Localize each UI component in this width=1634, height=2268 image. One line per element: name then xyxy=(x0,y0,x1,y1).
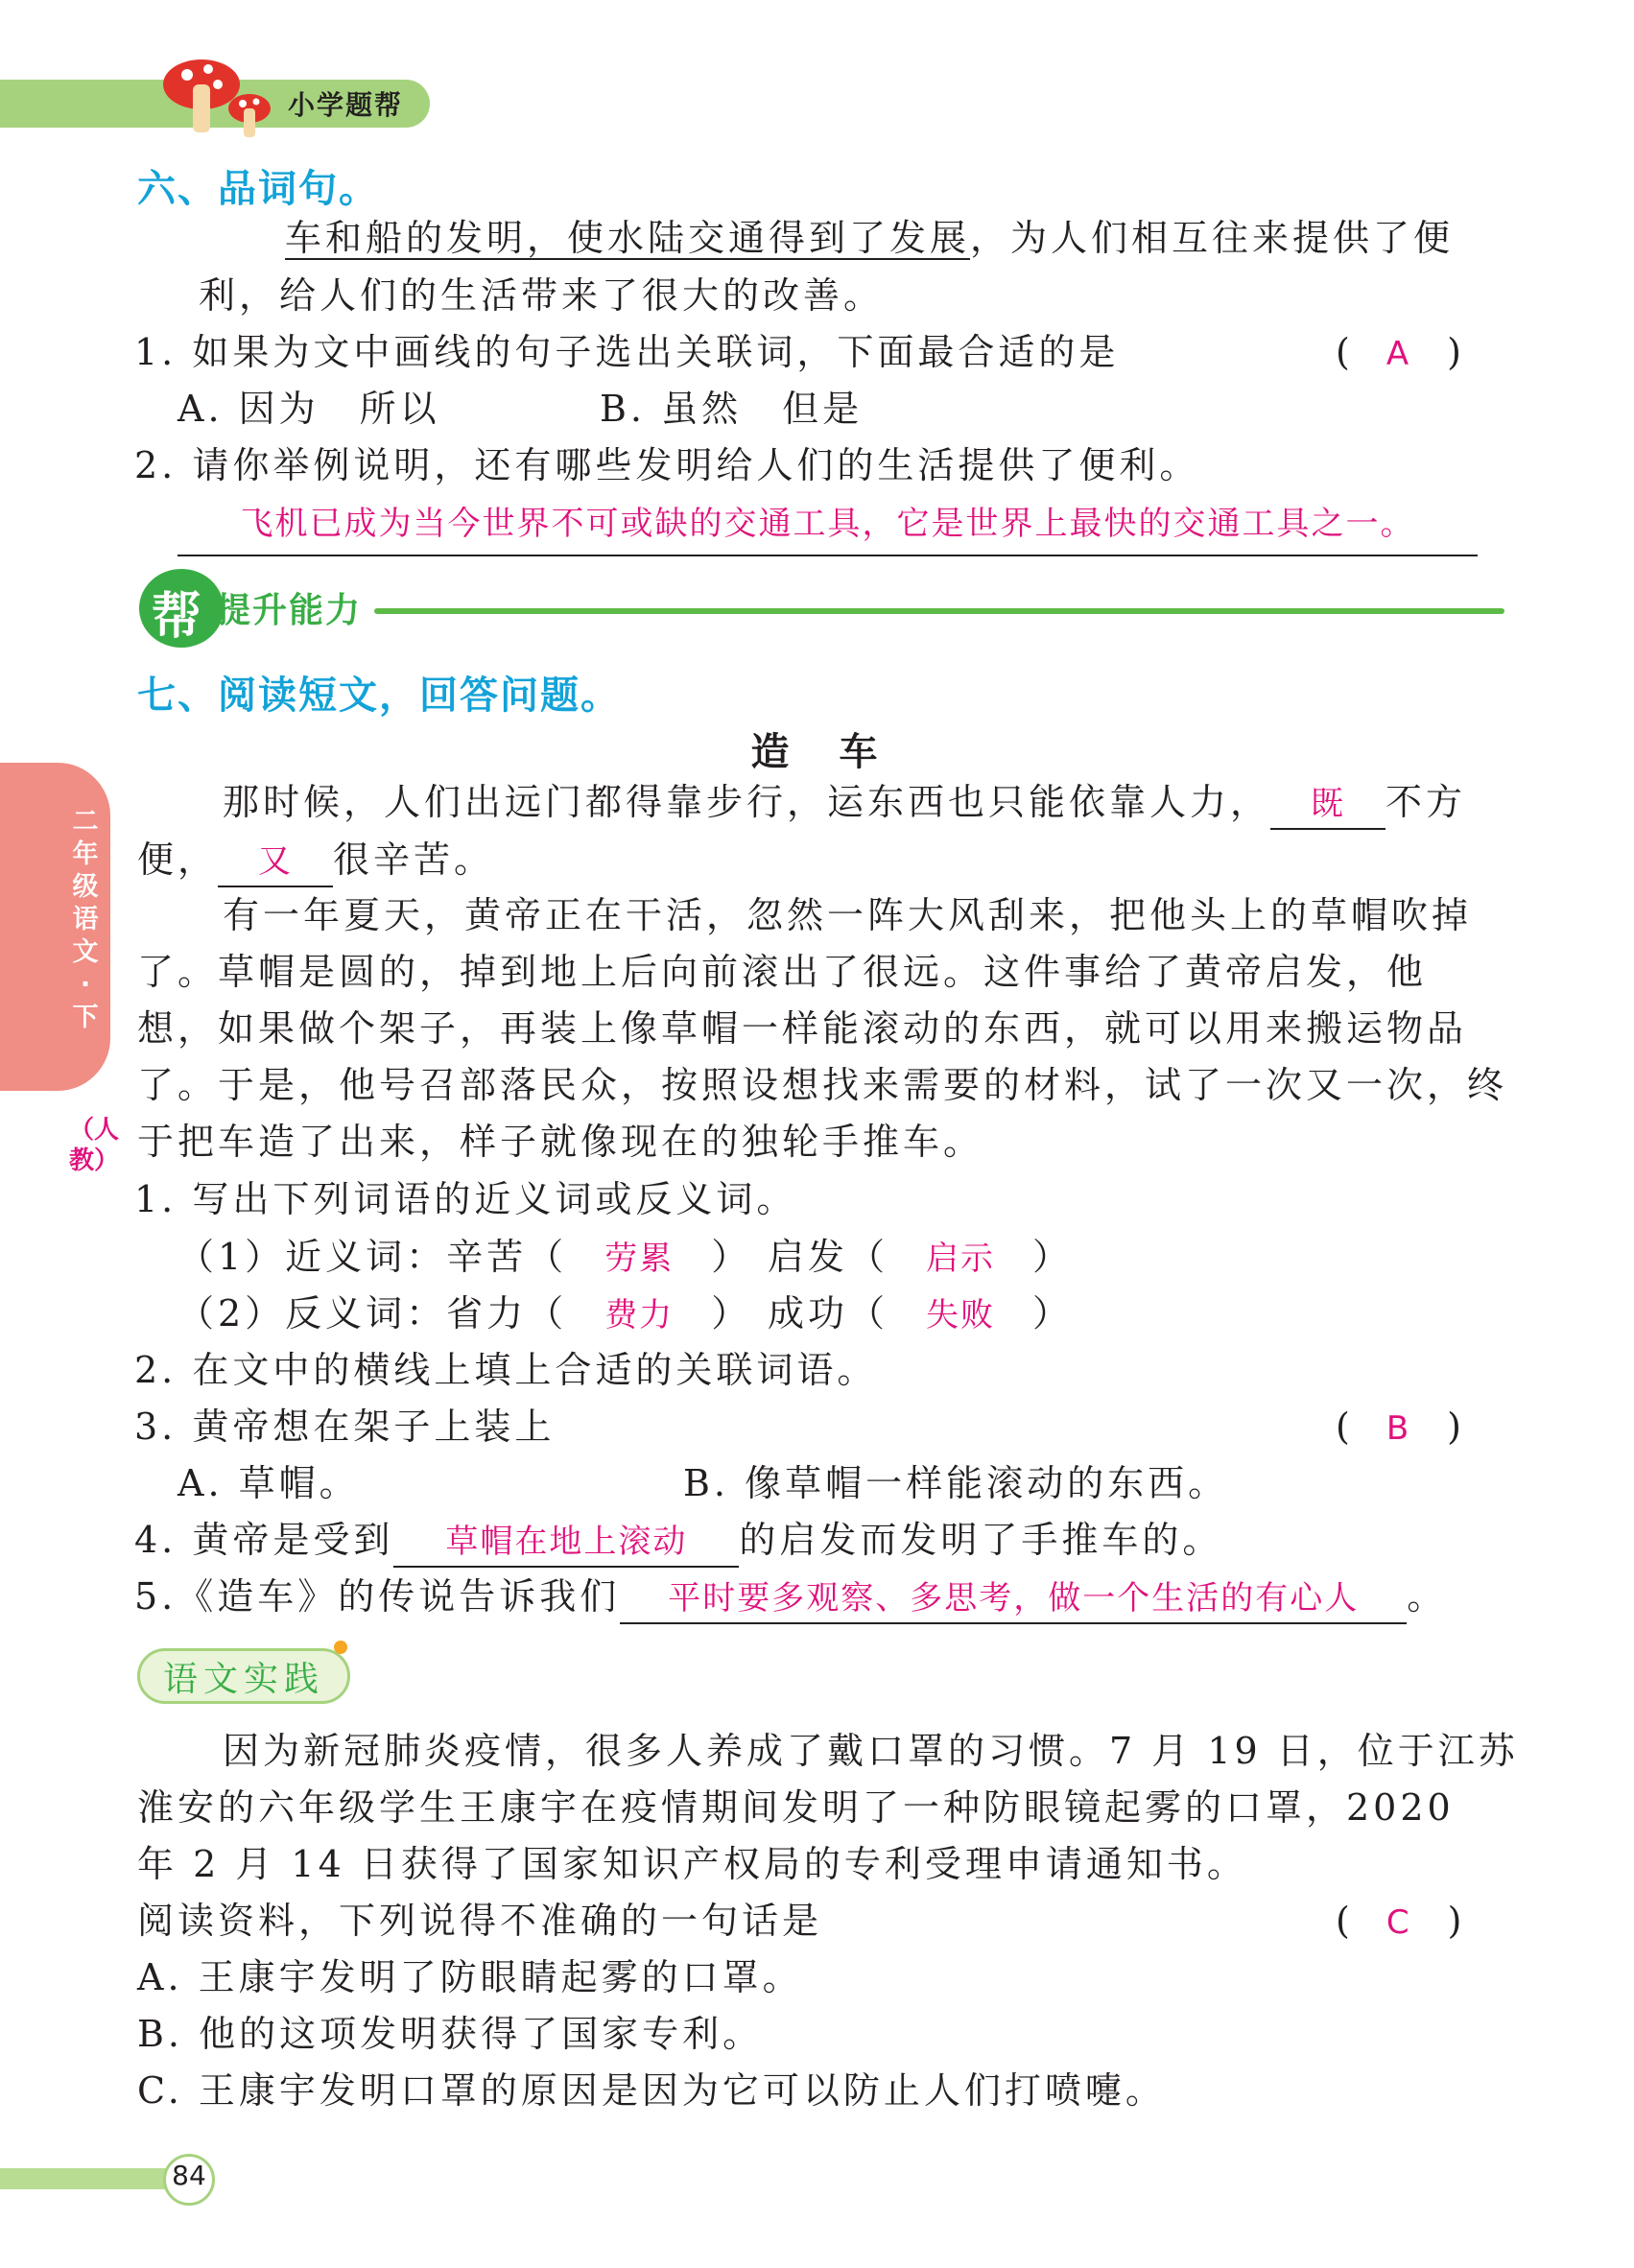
practice-option-b: B. 他的这项发明获得了国家专利。 xyxy=(137,2013,764,2055)
s7-q3-option-b: B. 像草帽一样能滚动的东西。 xyxy=(683,1462,1229,1504)
q5-text: 5.《造车》的传说告诉我们 xyxy=(134,1575,621,1618)
antonym-answer-1: 费力 xyxy=(604,1296,675,1335)
s6-q1-answer: A xyxy=(1385,335,1411,373)
page-number: 84 xyxy=(172,2160,206,2191)
paren: ） xyxy=(711,1292,752,1335)
s7-q3-answer-box: ( B ) xyxy=(1336,1406,1461,1448)
story-p2-line1: 有一年夏天，黄帝正在干活，忽然一阵大风刮来，把他头上的草帽吹掉 xyxy=(223,894,1473,936)
story-p1-line1 xyxy=(223,775,1634,830)
footer-bar xyxy=(0,2168,182,2189)
story-p1-line2 xyxy=(137,833,1634,887)
practice-p-line3: 年 2 月 14 日获得了国家知识产权局的专利受理申请通知书。 xyxy=(137,1843,1247,1885)
q5-text: 。 xyxy=(1407,1575,1448,1618)
s7-q1-antonym-2 xyxy=(768,1287,1634,1342)
story-p2-line5: 于把车造了出来，样子就像现在的独轮手推车。 xyxy=(137,1121,984,1163)
s6-passage-line2: 利，给人们的生活带来了很大的改善。 xyxy=(199,274,885,317)
ability-badge-char: 帮 xyxy=(152,588,202,646)
story-p2-line3: 想，如果做个架子，再装上像草帽一样能滚动的东西，就可以用来搬运物品 xyxy=(137,1007,1468,1050)
blank-2 xyxy=(218,836,333,887)
ability-title: 提升能力 xyxy=(216,591,363,630)
s6-q2-answer-line xyxy=(178,499,1478,556)
edition-label: （人教） xyxy=(69,1116,120,1175)
blank-2-answer: 又 xyxy=(258,842,294,881)
practice-option-a: A. 王康宇发明了防眼睛起雾的口罩。 xyxy=(137,1956,803,1998)
underlined-sentence: 车和船的发明，使水陆交通得到了发展 xyxy=(285,217,971,259)
s6-q2-answer: 飞机已成为当今世界不可或缺的交通工具，它是世界上最快的交通工具之一。 xyxy=(240,505,1415,543)
s7-q3-option-a: A. 草帽。 xyxy=(178,1462,360,1504)
synonym-label: （1）近义词：辛苦（ xyxy=(178,1236,568,1278)
synonym-word: 启发（ xyxy=(768,1236,889,1278)
story-p2-line2: 了。草帽是圆的，掉到地上后向前滚出了很远。这件事给了黄帝启发，他 xyxy=(137,951,1428,993)
practice-answer: C xyxy=(1385,1903,1411,1942)
q4-text: 4. 黄帝是受到 xyxy=(134,1519,394,1561)
s7-question-5 xyxy=(134,1570,1634,1624)
s6-q1-option-a: A. 因为 所以 xyxy=(178,388,440,430)
s7-question-1: 1. 写出下列词语的近义词或反义词。 xyxy=(134,1178,797,1220)
practice-badge-label: 语文实践 xyxy=(162,1660,324,1699)
section-6-title: 六、品词句。 xyxy=(137,167,379,211)
q4-answer: 草帽在地上滚动 xyxy=(445,1523,688,1561)
s6-q1-option-b: B. 虽然 但是 xyxy=(600,388,864,430)
s6-question-1: 1. 如果为文中画线的句子选出关联词，下面最合适的是 xyxy=(134,331,1120,373)
s7-question-4 xyxy=(134,1513,1634,1568)
grade-label: 二年级语文·下 xyxy=(72,807,99,1032)
antonym-word: 成功（ xyxy=(768,1292,889,1335)
antonym-answer-2: 失败 xyxy=(926,1296,996,1335)
paren: ） xyxy=(1032,1236,1074,1278)
s7-q1-synonym-2 xyxy=(768,1230,1634,1286)
paren: ） xyxy=(711,1236,752,1278)
s7-q3-answer: B xyxy=(1385,1409,1411,1448)
s7-question-3: 3. 黄帝想在架子上装上 xyxy=(134,1406,556,1448)
q4-text: 的启发而发明了手推车的。 xyxy=(739,1519,1223,1561)
synonym-answer-1: 劳累 xyxy=(604,1240,675,1278)
practice-p-line1: 因为新冠肺炎疫情，很多人养成了戴口罩的习惯。7 月 19 日，位于江苏 xyxy=(223,1730,1519,1772)
practice-question: 阅读资料，下列说得不准确的一句话是 xyxy=(137,1900,823,1942)
story-text: 很辛苦。 xyxy=(333,839,495,881)
brand-label: 小学题帮 xyxy=(288,89,404,121)
blank-1-answer: 既 xyxy=(1311,785,1346,823)
story-text: 不方 xyxy=(1385,781,1467,823)
practice-option-c: C. 王康宇发明口罩的原因是因为它可以防止人们打喷嚏。 xyxy=(137,2069,1166,2112)
story-text: 那时候，人们出远门都得靠步行，运东西也只能依靠人力， xyxy=(223,781,1271,823)
passage-text: ，为人们相互往来提供了便 xyxy=(970,217,1455,259)
paren: ） xyxy=(1032,1292,1074,1335)
story-title: 造 车 xyxy=(750,730,884,774)
s6-passage-line1 xyxy=(285,211,1634,265)
q5-answer: 平时要多观察、多思考，做一个生活的有心人 xyxy=(668,1579,1360,1618)
practice-p-line2: 淮安的六年级学生王康宇在疫情期间发明了一种防眼镜起雾的口罩，2020 xyxy=(137,1786,1455,1829)
mushroom-icon xyxy=(158,56,283,144)
s7-question-2: 2. 在文中的横线上填上合适的关联词语。 xyxy=(134,1349,878,1391)
ability-divider xyxy=(374,608,1504,614)
antonym-label: （2）反义词：省力（ xyxy=(178,1292,568,1335)
q5-blank xyxy=(620,1572,1407,1624)
blank-1 xyxy=(1270,778,1385,830)
story-p2-line4: 了。于是，他号召部落民众，按照设想找来需要的材料，试了一次又一次，终 xyxy=(137,1064,1508,1106)
story-text: 便， xyxy=(137,839,219,881)
heart-icon xyxy=(334,1641,347,1654)
q4-blank xyxy=(393,1516,739,1568)
s6-question-2: 2. 请你举例说明，还有哪些发明给人们的生活提供了便利。 xyxy=(134,444,1200,486)
synonym-answer-2: 启示 xyxy=(926,1240,996,1278)
s6-q1-answer-box: ( A ) xyxy=(1336,331,1461,373)
section-7-title: 七、阅读短文，回答问题。 xyxy=(137,673,621,718)
practice-answer-box: ( C ) xyxy=(1336,1900,1462,1942)
